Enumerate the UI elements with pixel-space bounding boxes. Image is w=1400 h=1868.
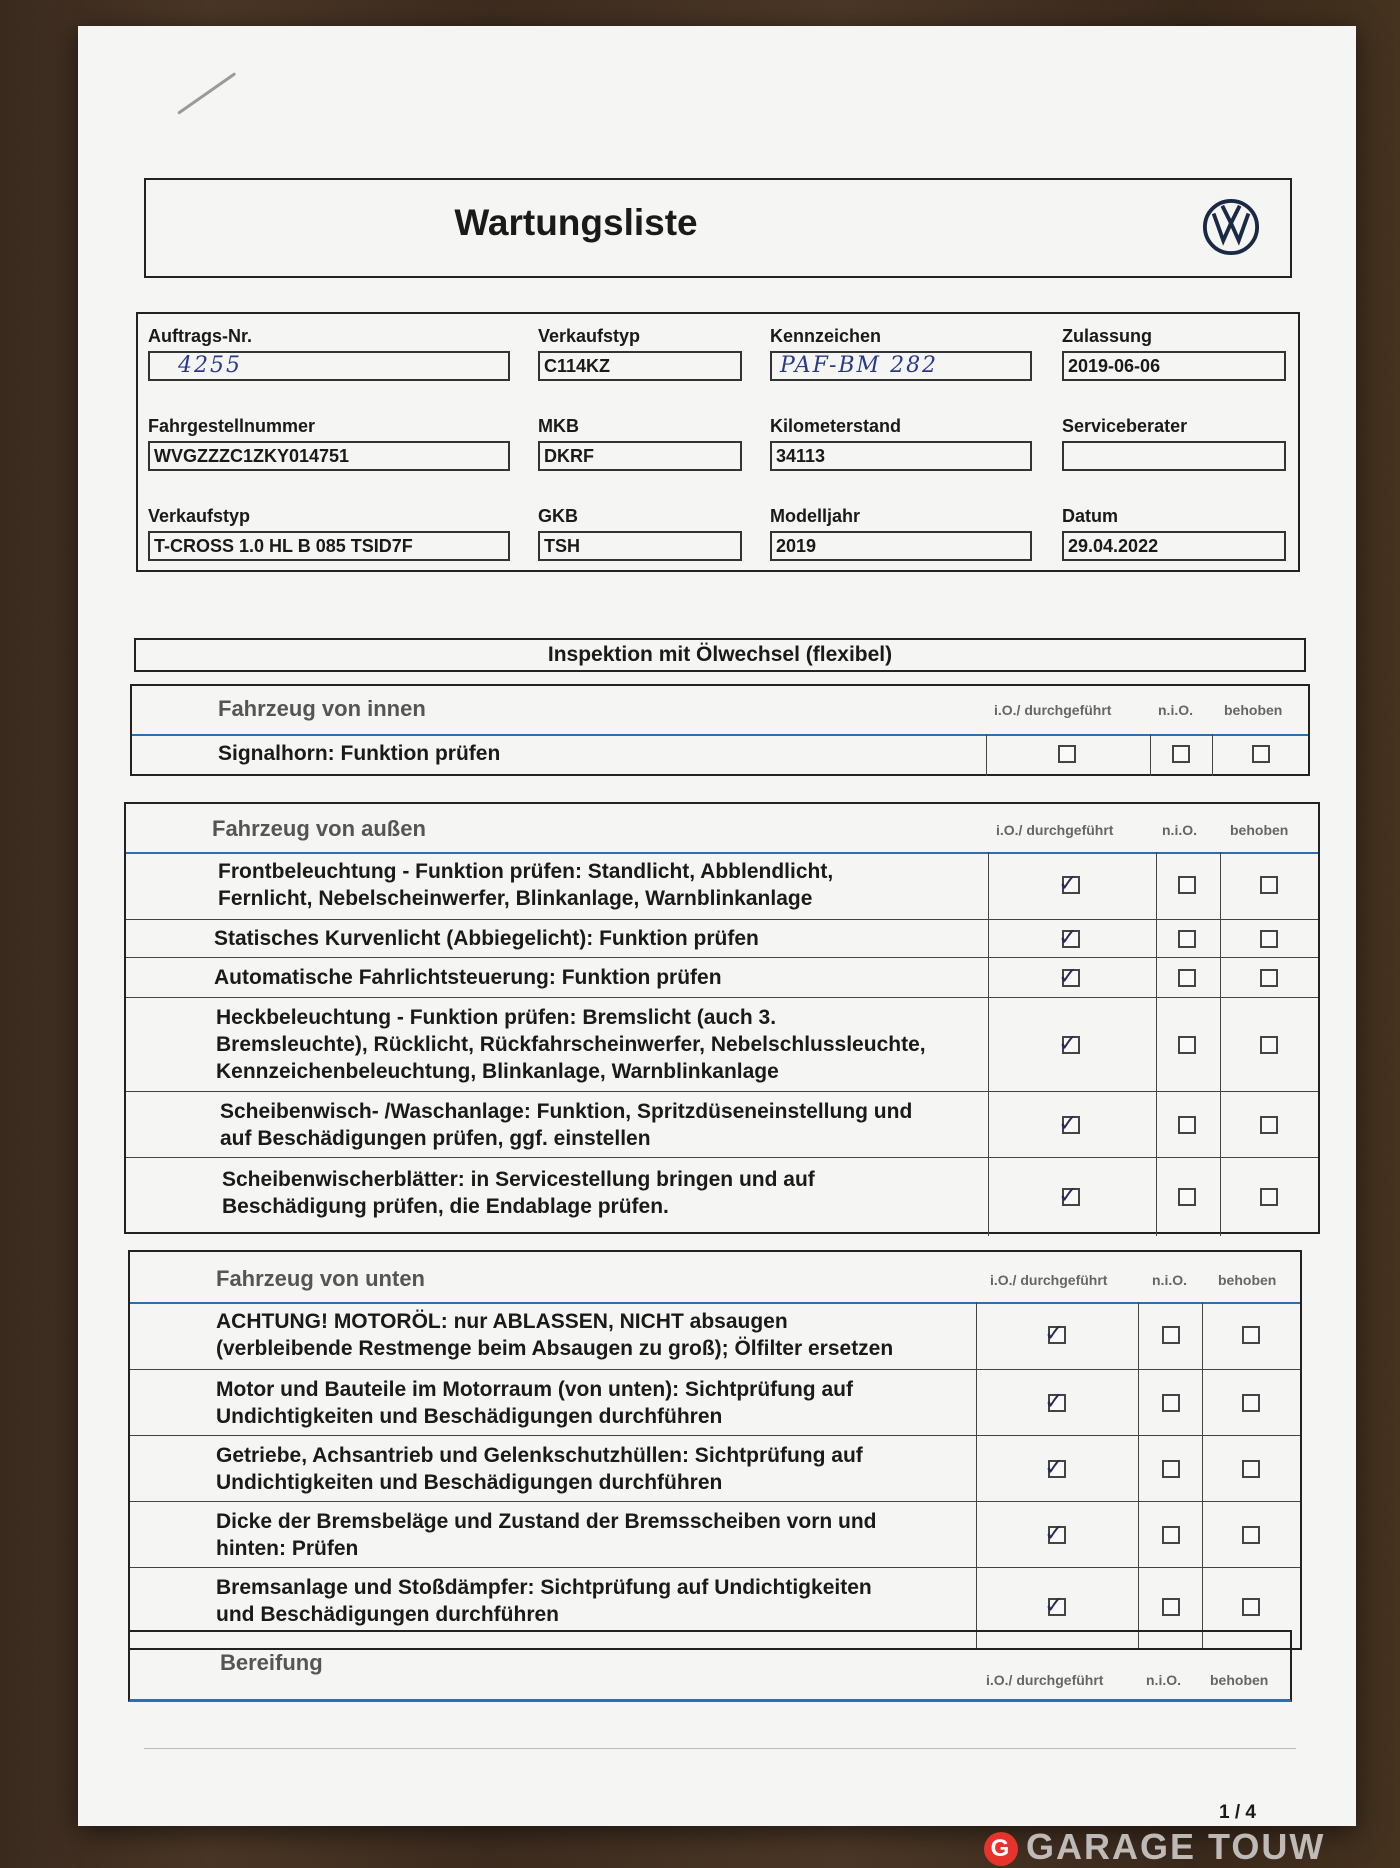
modelljahr-value: 2019 xyxy=(770,531,1032,561)
staple xyxy=(177,72,236,115)
page-number: 1 / 4 xyxy=(1219,1802,1256,1823)
fahrgestell-value: WVGZZZC1ZKY014751 xyxy=(148,441,510,471)
check-mark-icon: ✓ xyxy=(1058,1109,1079,1137)
checkbox-nio[interactable] xyxy=(1172,745,1190,763)
checkbox-nio[interactable] xyxy=(1178,1036,1196,1054)
table-row: Signalhorn: Funktion prüfen xyxy=(132,734,1308,776)
section-rows xyxy=(126,852,1318,1232)
document-page xyxy=(78,26,1356,1826)
checkbox-behoben[interactable] xyxy=(1260,876,1278,894)
checkbox-behoben[interactable] xyxy=(1242,1526,1260,1544)
field-verkaufstyp-code: Verkaufstyp C114KZ xyxy=(538,326,742,381)
check-mark-icon: ✓ xyxy=(1044,1319,1065,1347)
checkbox-nio[interactable] xyxy=(1178,930,1196,948)
table-row: Statisches Kurvenlicht (Abbiegelicht): Funktion prüfen ✓ xyxy=(126,920,1318,958)
check-mark-icon: ✓ xyxy=(1058,962,1079,990)
col-nio-header: n.i.O. xyxy=(1146,1672,1181,1688)
vehicle-info-box xyxy=(136,312,1300,572)
checkbox-behoben[interactable] xyxy=(1242,1326,1260,1344)
kennzeichen-value: PAF-BM 282 xyxy=(770,351,1032,381)
verkaufstyp-code-value: C114KZ xyxy=(538,351,742,381)
field-modelljahr: Modelljahr 2019 xyxy=(770,506,1032,561)
col-behoben-header: behoben xyxy=(1224,702,1283,718)
serviceberater-value xyxy=(1062,441,1286,471)
table-row: Frontbeleuchtung - Funktion prüfen: Standlicht, Abblendlicht, Fernlicht, Nebelscheinwerfer, Blinkanlage, Warnblinkanlage ✓ xyxy=(126,852,1318,920)
title-box xyxy=(144,178,1292,278)
checkbox-behoben[interactable] xyxy=(1252,745,1270,763)
section-title: Fahrzeug von innen xyxy=(218,696,426,721)
col-nio-header: n.i.O. xyxy=(1152,1272,1187,1288)
table-row: Scheibenwischerblätter: in Servicestellung bringen und auf Beschädigung prüfen, die Endablage prüfen. ✓ xyxy=(126,1158,1318,1236)
field-serviceberater: Serviceberater xyxy=(1062,416,1286,471)
mkb-value: DKRF xyxy=(538,441,742,471)
garage-watermark xyxy=(984,1826,1325,1866)
checkbox-behoben[interactable] xyxy=(1260,969,1278,987)
section-title: Fahrzeug von unten xyxy=(216,1266,425,1291)
checkbox-behoben[interactable] xyxy=(1260,1116,1278,1134)
table-row: Bremsanlage und Stoßdämpfer: Sichtprüfung auf Undichtigkeiten und Beschädigungen durchführen ✓ xyxy=(130,1568,1300,1648)
section-rows xyxy=(130,1302,1300,1648)
check-mark-icon: ✓ xyxy=(1044,1519,1065,1547)
section-title: Bereifung xyxy=(220,1650,323,1675)
checkbox-nio[interactable] xyxy=(1162,1598,1180,1616)
col-io-header: i.O./ durchgeführt xyxy=(994,702,1112,718)
page-title: Wartungsliste xyxy=(454,202,698,243)
zulassung-value: 2019-06-06 xyxy=(1062,351,1286,381)
checkbox-io[interactable] xyxy=(1058,745,1076,763)
field-verkaufstyp: Verkaufstyp T-CROSS 1.0 HL B 085 TSID7F xyxy=(148,506,510,561)
checkbox-behoben[interactable] xyxy=(1242,1598,1260,1616)
col-io-header: i.O./ durchgeführt xyxy=(990,1272,1108,1288)
inspection-banner: Inspektion mit Ölwechsel (flexibel) xyxy=(134,638,1306,672)
checkbox-behoben[interactable] xyxy=(1260,1188,1278,1206)
field-fahrgestell: Fahrgestellnummer WVGZZZC1ZKY014751 xyxy=(148,416,510,471)
vw-logo-icon xyxy=(1202,198,1260,256)
checkbox-nio[interactable] xyxy=(1162,1526,1180,1544)
check-mark-icon: ✓ xyxy=(1044,1387,1065,1415)
section-innen xyxy=(130,684,1310,776)
checkbox-nio[interactable] xyxy=(1162,1394,1180,1412)
checkbox-nio[interactable] xyxy=(1178,1188,1196,1206)
table-row: ACHTUNG! MOTORÖL: nur ABLASSEN, NICHT absaugen (verbleibende Restmenge beim Absaugen zu groß); Ölfilter ersetzen ✓ xyxy=(130,1302,1300,1370)
checkbox-nio[interactable] xyxy=(1178,876,1196,894)
section-unten xyxy=(128,1250,1302,1650)
watermark-text: GARAGE TOUW xyxy=(1026,1826,1326,1867)
section-rows xyxy=(132,734,1308,774)
field-datum: Datum 29.04.2022 xyxy=(1062,506,1286,561)
divider xyxy=(144,1748,1296,1749)
garage-logo-icon: G xyxy=(984,1832,1018,1866)
table-row: Dicke der Bremsbeläge und Zustand der Bremsscheiben vorn und hinten: Prüfen ✓ xyxy=(130,1502,1300,1568)
check-mark-icon: ✓ xyxy=(1058,1181,1079,1209)
col-io-header: i.O./ durchgeführt xyxy=(996,822,1114,838)
col-io-header: i.O./ durchgeführt xyxy=(986,1672,1104,1688)
checkbox-nio[interactable] xyxy=(1178,969,1196,987)
verkaufstyp-value: T-CROSS 1.0 HL B 085 TSID7F xyxy=(148,531,510,561)
gkb-value: TSH xyxy=(538,531,742,561)
field-auftrag: Auftrags-Nr. 4255 xyxy=(148,326,510,381)
field-gkb: GKB TSH xyxy=(538,506,742,561)
col-nio-header: n.i.O. xyxy=(1158,702,1193,718)
datum-value: 29.04.2022 xyxy=(1062,531,1286,561)
checkbox-nio[interactable] xyxy=(1162,1460,1180,1478)
checkbox-behoben[interactable] xyxy=(1242,1460,1260,1478)
checkbox-behoben[interactable] xyxy=(1260,1036,1278,1054)
field-kilometer: Kilometerstand 34113 xyxy=(770,416,1032,471)
check-mark-icon: ✓ xyxy=(1058,869,1079,897)
col-behoben-header: behoben xyxy=(1230,822,1289,838)
checkbox-behoben[interactable] xyxy=(1242,1394,1260,1412)
checkbox-nio[interactable] xyxy=(1178,1116,1196,1134)
auftrag-value: 4255 xyxy=(148,351,510,381)
check-mark-icon: ✓ xyxy=(1058,1029,1079,1057)
col-nio-header: n.i.O. xyxy=(1162,822,1197,838)
field-mkb: MKB DKRF xyxy=(538,416,742,471)
section-title: Fahrzeug von außen xyxy=(212,816,426,841)
table-row: Getriebe, Achsantrieb und Gelenkschutzhüllen: Sichtprüfung auf Undichtigkeiten und Beschädigungen durchführen ✓ xyxy=(130,1436,1300,1502)
field-zulassung: Zulassung 2019-06-06 xyxy=(1062,326,1286,381)
table-row: Scheibenwisch- /Waschanlage: Funktion, Spritzdüseneinstellung und auf Beschädigungen prüfen, ggf. einstellen ✓ xyxy=(126,1092,1318,1158)
table-row: Motor und Bauteile im Motorraum (von unten): Sichtprüfung auf Undichtigkeiten und Beschädigungen durchführen ✓ xyxy=(130,1370,1300,1436)
field-kennzeichen: Kennzeichen PAF-BM 282 xyxy=(770,326,1032,381)
check-mark-icon: ✓ xyxy=(1044,1591,1065,1619)
col-behoben-header: behoben xyxy=(1210,1672,1269,1688)
table-row: Heckbeleuchtung - Funktion prüfen: Bremslicht (auch 3. Bremsleuchte), Rücklicht, Rückfahrscheinwerfer, Nebelschlussleuchte, Kennzeichenbeleuchtung, Blinkanlage, Warnblinkanlage ✓ xyxy=(126,998,1318,1092)
section-bereifung xyxy=(128,1630,1292,1702)
col-behoben-header: behoben xyxy=(1218,1272,1277,1288)
checkbox-nio[interactable] xyxy=(1162,1326,1180,1344)
kilometer-value: 34113 xyxy=(770,441,1032,471)
check-mark-icon: ✓ xyxy=(1058,923,1079,951)
check-mark-icon: ✓ xyxy=(1044,1453,1065,1481)
section-aussen xyxy=(124,802,1320,1234)
table-row: Automatische Fahrlichtsteuerung: Funktion prüfen ✓ xyxy=(126,958,1318,998)
checkbox-behoben[interactable] xyxy=(1260,930,1278,948)
